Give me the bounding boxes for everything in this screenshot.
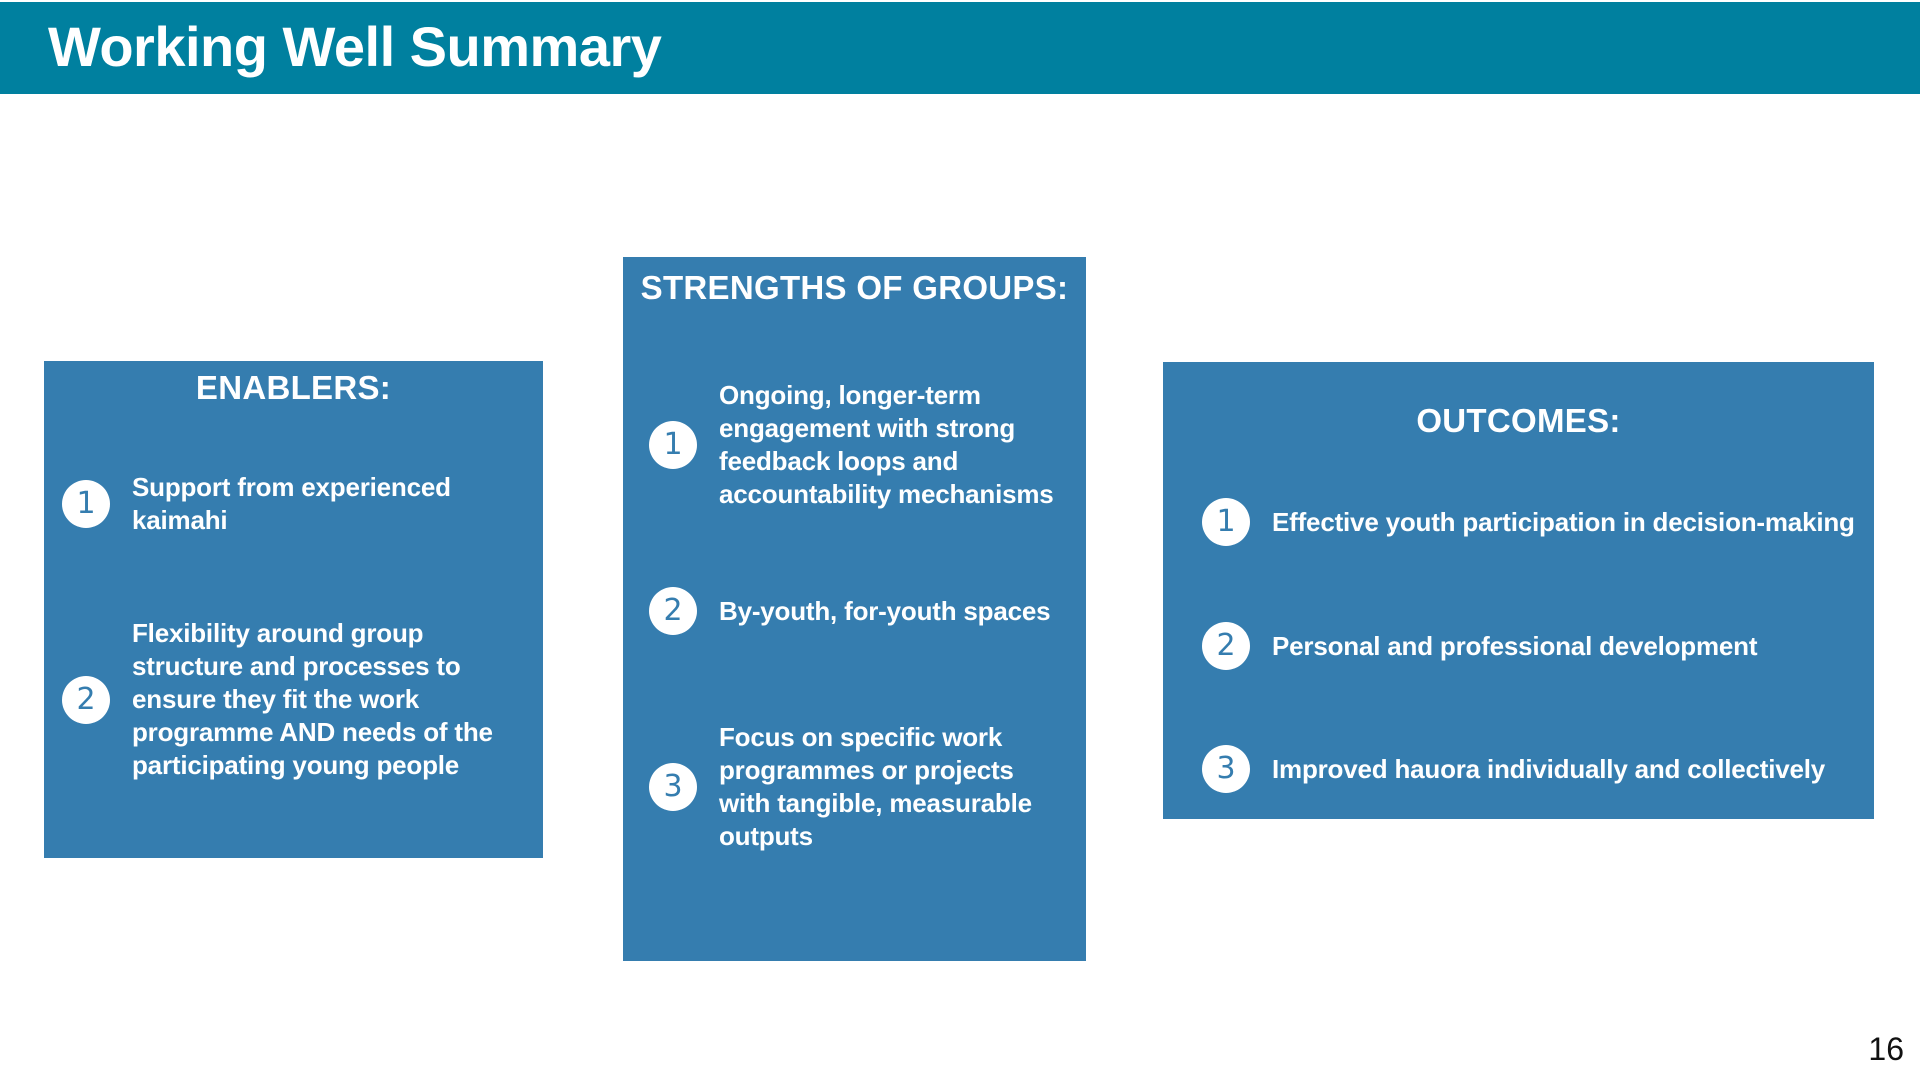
outcome-text: Personal and professional development bbox=[1272, 630, 1758, 661]
number-badge: 2 bbox=[62, 676, 110, 724]
outcomes-panel bbox=[1163, 362, 1874, 819]
number-badge: 2 bbox=[649, 587, 697, 635]
number-badge: 1 bbox=[1202, 498, 1250, 546]
number-badge: 2 bbox=[1202, 622, 1250, 670]
strengths-panel bbox=[623, 257, 1086, 961]
number-badge: 1 bbox=[649, 421, 697, 469]
strength-item-1 bbox=[649, 379, 1079, 511]
strength-item-2 bbox=[649, 587, 1079, 635]
outcome-item-3 bbox=[1202, 745, 1872, 793]
strength-item-3 bbox=[649, 721, 1079, 853]
strength-text: Focus on specific work programmes or projects with tangible, measurable outputs bbox=[719, 722, 1032, 851]
enabler-item-1 bbox=[62, 471, 532, 537]
page-number: 16 bbox=[1868, 1031, 1904, 1067]
enablers-heading: ENABLERS: bbox=[195, 369, 392, 406]
title-bar bbox=[0, 2, 1920, 94]
enabler-text: Support from experienced kaimahi bbox=[132, 472, 451, 535]
outcome-text: Effective youth participation in decision-making bbox=[1272, 506, 1855, 537]
outcome-text: Improved hauora individually and collectively bbox=[1272, 753, 1826, 784]
enabler-text: Flexibility around group structure and processes to ensure they fit the work programme AND needs of the participating young people bbox=[132, 618, 493, 780]
outcome-item-2 bbox=[1202, 622, 1872, 670]
strengths-heading: STRENGTHS OF GROUPS: bbox=[640, 269, 1069, 306]
strength-text: Ongoing, longer-term engagement with strong feedback loops and accountability mechanisms bbox=[719, 380, 1054, 509]
outcome-item-1 bbox=[1202, 498, 1872, 546]
outcomes-heading: OUTCOMES: bbox=[1416, 402, 1621, 439]
page-title: Working Well Summary bbox=[48, 15, 662, 78]
enablers-panel bbox=[44, 361, 543, 858]
number-badge: 3 bbox=[649, 763, 697, 811]
strength-text: By-youth, for-youth spaces bbox=[719, 595, 1051, 626]
number-badge: 3 bbox=[1202, 745, 1250, 793]
enabler-item-2 bbox=[62, 617, 532, 782]
number-badge: 1 bbox=[62, 480, 110, 528]
